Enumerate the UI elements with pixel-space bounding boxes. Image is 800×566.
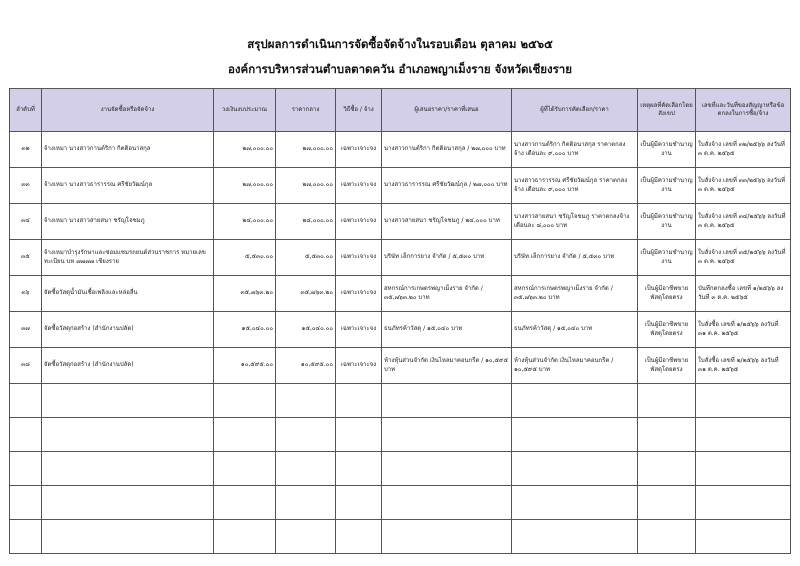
- cell-seq: ๓๖: [10, 276, 42, 312]
- cell-offerers: ธนภัทรค้าวัสดุ / ๑๕,๐๔๐ บาท: [382, 312, 512, 348]
- cell-seq: ๓๓: [10, 168, 42, 204]
- cell-median-price: ๒๔,๐๐๐.๐๐: [276, 204, 336, 240]
- cell-reason: เป็นผู้มีอาชีพขายพัสดุโดยตรง: [638, 312, 696, 348]
- cell-contract: ใบสั่งซื้อ เลขที่ ๒/๒๕๖๖ ลงวันที่ ๓๑ ต.ค. ๒๕๖๕: [696, 348, 791, 384]
- cell-reason: เป็นผู้มีความชำนาญงาน: [638, 240, 696, 276]
- header-median-price: ราคากลาง: [276, 89, 336, 132]
- cell-selected: นางสาวสายสนา ชรัญโจชมภู ราคาตกลงจ้าง เดือนละ ๘,๐๐๐ บาท: [512, 204, 638, 240]
- procurement-table: [9, 88, 791, 554]
- cell-median-price: ๑๐,๕๙๕.๐๐: [276, 348, 336, 384]
- header-row: [10, 89, 791, 132]
- table-row: [10, 348, 791, 384]
- cell-reason: เป็นผู้มีความชำนาญงาน: [638, 168, 696, 204]
- cell-budget: ๕,๕๓๐.๐๐: [214, 240, 276, 276]
- cell-budget: ๒๗,๐๐๐.๐๐: [214, 132, 276, 168]
- cell-method: เฉพาะเจาะจง: [336, 276, 382, 312]
- cell-reason: เป็นผู้มีความชำนาญงาน: [638, 132, 696, 168]
- cell-contract: บันทึกตกลงซื้อ เลขที่ ๑/๒๕๖๖ ลงวันที่ ๓ ต.ค. ๒๕๖๕: [696, 276, 791, 312]
- header-reason: เหตุผลที่คัดเลือกโดยสังเขป: [638, 89, 696, 132]
- cell-selected: ห้างหุ้นส่วนจำกัด เงินไหลมาคอนกรีต / ๑๐,๕๙๕ บาท: [512, 348, 638, 384]
- empty-row: [10, 384, 791, 418]
- cell-method: เฉพาะเจาะจง: [336, 204, 382, 240]
- cell-reason: เป็นผู้มีอาชีพขายพัสดุโดยตรง: [638, 276, 696, 312]
- empty-row: [10, 486, 791, 520]
- cell-method: เฉพาะเจาะจง: [336, 312, 382, 348]
- cell-seq: ๓๗: [10, 312, 42, 348]
- header-offerers: ผู้เสนอราคา/ราคาที่เสนอ: [382, 89, 512, 132]
- cell-budget: ๒๔,๐๐๐.๐๐: [214, 204, 276, 240]
- header-seq: ลำดับที่: [10, 89, 42, 132]
- cell-item: จ้างเหมา นางสาวกานต์ริกา กิตติอนาสกุล: [42, 132, 214, 168]
- cell-method: เฉพาะเจาะจง: [336, 168, 382, 204]
- cell-selected: นางสาวกานต์ริกา กิตติอนาสกุล ราคาตกลงจ้าง เดือนละ ๙,๐๐๐ บาท: [512, 132, 638, 168]
- cell-contract: ใบสั่งจ้าง เลขที่ ๓๓/๒๕๖๖ ลงวันที่ ๓ ต.ค. ๒๕๖๕: [696, 168, 791, 204]
- cell-selected: นางสาวธารารรณ ศรีชัยวัฒน์กุล ราคาตกลงจ้าง เดือนละ ๙,๐๐๐ บาท: [512, 168, 638, 204]
- cell-contract: ใบสั่งจ้าง เลขที่ ๓๕/๒๕๖๖ ลงวันที่ ๓ ต.ค. ๒๕๖๕: [696, 240, 791, 276]
- cell-median-price: ๒๗,๐๐๐.๐๐: [276, 132, 336, 168]
- cell-offerers: สหกรณ์การเกษตรพญาเม็งราย จำกัด / ๓๕,๗๖๓.๒๐ บาท: [382, 276, 512, 312]
- cell-item: จ้างเหมา นางสาวสายสนา ชรัญโจชมภู: [42, 204, 214, 240]
- cell-selected: สหกรณ์การเกษตรพญาเม็งราย จำกัด / ๓๕,๗๖๓.๒๐ บาท: [512, 276, 638, 312]
- cell-budget: ๒๗,๐๐๐.๐๐: [214, 168, 276, 204]
- cell-median-price: ๓๕,๗๖๓.๒๐: [276, 276, 336, 312]
- cell-item: จ้างเหมา นางสาวธารารรณ ศรีชัยวัฒน์กุล: [42, 168, 214, 204]
- cell-median-price: ๒๗,๐๐๐.๐๐: [276, 168, 336, 204]
- document-subtitle: องค์การบริหารส่วนตำบลตาดควัน อำเภอพญาเม็งราย จังหวัดเชียงราย: [228, 62, 572, 76]
- header-method: วิธีซื้อ / จ้าง: [336, 89, 382, 132]
- cell-budget: ๓๕,๗๖๓.๒๐: [214, 276, 276, 312]
- cell-item: จัดซื้อวัสดุก่อสร้าง (สำนักงานปลัด): [42, 312, 214, 348]
- cell-budget: ๑๐,๕๙๕.๐๐: [214, 348, 276, 384]
- cell-offerers: ห้างหุ้นส่วนจำกัด เงินไหลมาคอนกรีต / ๑๐,๕๙๕ บาท: [382, 348, 512, 384]
- cell-median-price: ๑๕,๐๔๐.๐๐: [276, 312, 336, 348]
- cell-reason: เป็นผู้มีความชำนาญงาน: [638, 204, 696, 240]
- cell-seq: ๓๕: [10, 240, 42, 276]
- cell-item: จ้างเหมาบำรุงรักษาและซ่อมแซมรถยนต์ส่วนราชการ หมายเลขทะเบียน บห ๗๗๗๗ เชียงราย: [42, 240, 214, 276]
- header-item: งานจัดซื้อหรือจัดจ้าง: [42, 89, 214, 132]
- cell-seq: ๓๔: [10, 204, 42, 240]
- empty-row: [10, 452, 791, 486]
- cell-method: เฉพาะเจาะจง: [336, 132, 382, 168]
- table-row: [10, 240, 791, 276]
- cell-median-price: ๕,๕๓๐.๐๐: [276, 240, 336, 276]
- cell-reason: เป็นผู้มีอาชีพขายพัสดุโดยตรง: [638, 348, 696, 384]
- cell-offerers: นางสาวกานต์ริกา กิตติอนาสกุล / ๒๗,๐๐๐ บาท: [382, 132, 512, 168]
- cell-seq: ๓๘: [10, 348, 42, 384]
- table-row: [10, 132, 791, 168]
- table-row: [10, 168, 791, 204]
- cell-selected: บริษัท เล็กการยาง จำกัด / ๕,๕๓๐ บาท: [512, 240, 638, 276]
- cell-selected: ธนภัทรค้าวัสดุ / ๑๕,๐๔๐ บาท: [512, 312, 638, 348]
- cell-offerers: นางสาวสายสนา ชรัญโจชมภู / ๒๔,๐๐๐ บาท: [382, 204, 512, 240]
- table-row: [10, 204, 791, 240]
- table-row: [10, 276, 791, 312]
- empty-row: [10, 418, 791, 452]
- document-title: สรุปผลการดำเนินการจัดซื้อจัดจ้างในรอบเดือน ตุลาคม ๒๕๖๕: [247, 37, 553, 51]
- cell-method: เฉพาะเจาะจง: [336, 348, 382, 384]
- cell-contract: ใบสั่งซื้อ เลขที่ ๑/๒๕๖๖ ลงวันที่ ๓๑ ต.ค. ๒๕๖๕: [696, 312, 791, 348]
- cell-item: จัดซื้อวัสดุก่อสร้าง (สำนักงานปลัด): [42, 348, 214, 384]
- cell-offerers: นางสาวธารารรณ ศรีชัยวัฒน์กุล / ๒๗,๐๐๐ บาท: [382, 168, 512, 204]
- cell-seq: ๓๒: [10, 132, 42, 168]
- table-row: [10, 312, 791, 348]
- cell-offerers: บริษัท เล็กการยาง จำกัด / ๕,๕๓๐ บาท: [382, 240, 512, 276]
- header-budget: วงเงินงบประมาณ: [214, 89, 276, 132]
- cell-contract: ใบสั่งจ้าง เลขที่ ๓๒/๒๕๖๖ ลงวันที่ ๓ ต.ค. ๒๕๖๕: [696, 132, 791, 168]
- header-selected: ผู้ที่ได้รับการคัดเลือก/ราคา: [512, 89, 638, 132]
- cell-budget: ๑๕,๐๔๐.๐๐: [214, 312, 276, 348]
- header-contract: เลขที่และวันที่ของสัญญาหรือข้อตกลงในการซื้อ/จ้าง: [696, 89, 791, 132]
- cell-item: จัดซื้อวัสดุน้ำมันเชื้อเพลิงและหล่อลื่น: [42, 276, 214, 312]
- empty-row: [10, 520, 791, 554]
- cell-method: เฉพาะเจาะจง: [336, 240, 382, 276]
- cell-contract: ใบสั่งจ้าง เลขที่ ๓๔/๒๕๖๖ ลงวันที่ ๓ ต.ค. ๒๕๖๕: [696, 204, 791, 240]
